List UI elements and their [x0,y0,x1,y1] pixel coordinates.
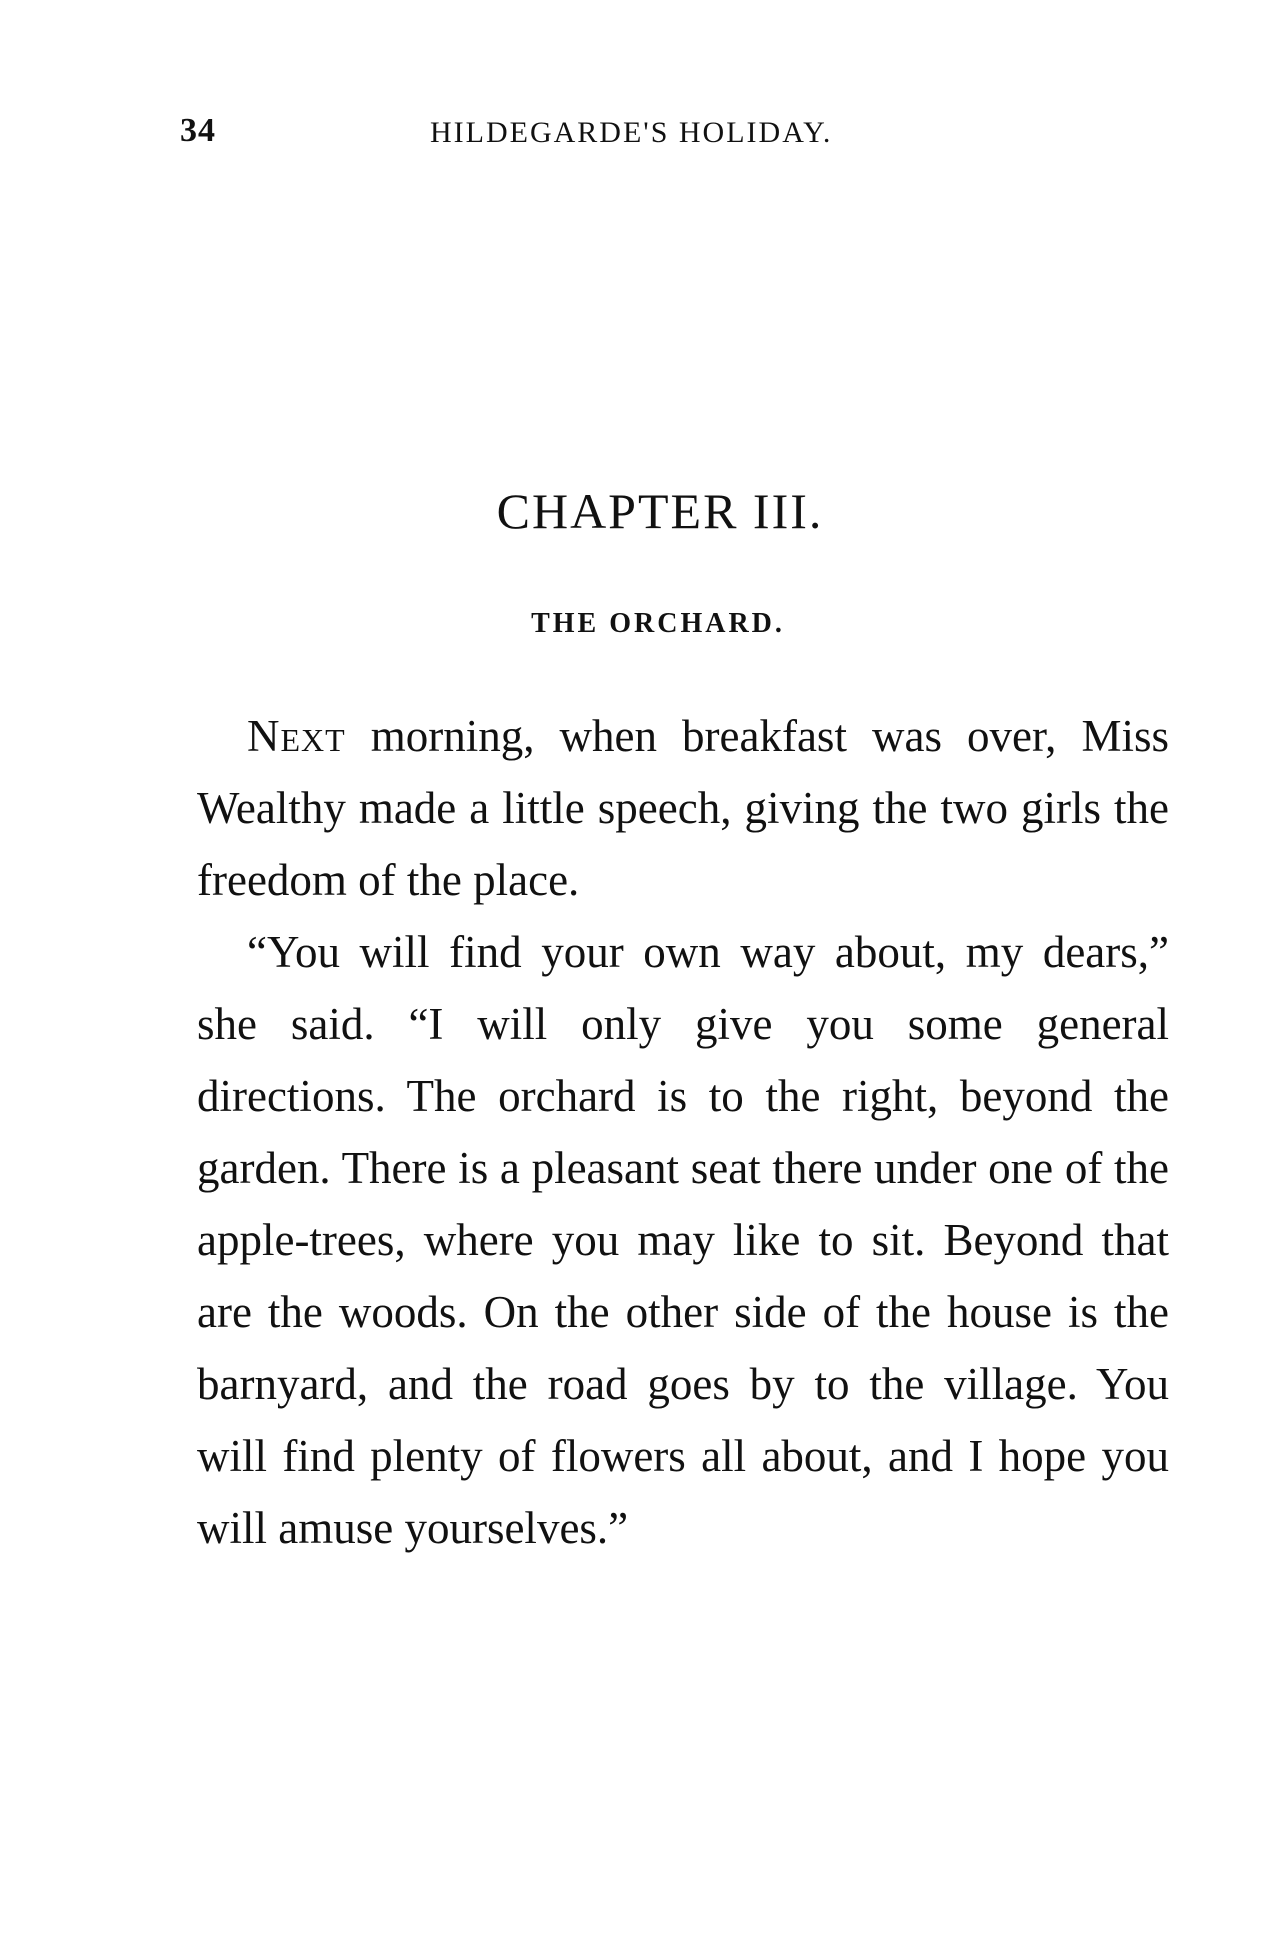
paragraph-1 [197,700,1169,916]
body-text [197,700,1169,1564]
paragraph-2: “You will find your own way about, my dears,” she said. “I will only give you some general directions. The orchard is to the right, beyond the garden. There is a pleasant seat there under one of the apple-trees, where you may like to sit. Beyond that are the woods. On the other side of the house is the barnyard, and the road goes by to the village. You will find plenty of flowers all about, and I hope you will amuse yourselves.” [197,927,1169,1553]
running-title: HILDEGARDE'S HOLIDAY. [430,116,833,149]
paragraph-1-text: morning, when breakfast was over, Miss Wealthy made a little speech, giving the two girls the freedom of the place. [197,711,1169,905]
running-head [180,112,940,152]
paragraph-lead-word: Next [247,711,346,761]
chapter-heading: CHAPTER III. [496,483,824,539]
chapter-subtitle: THE ORCHARD. [531,608,785,639]
page-number: 34 [180,112,216,149]
